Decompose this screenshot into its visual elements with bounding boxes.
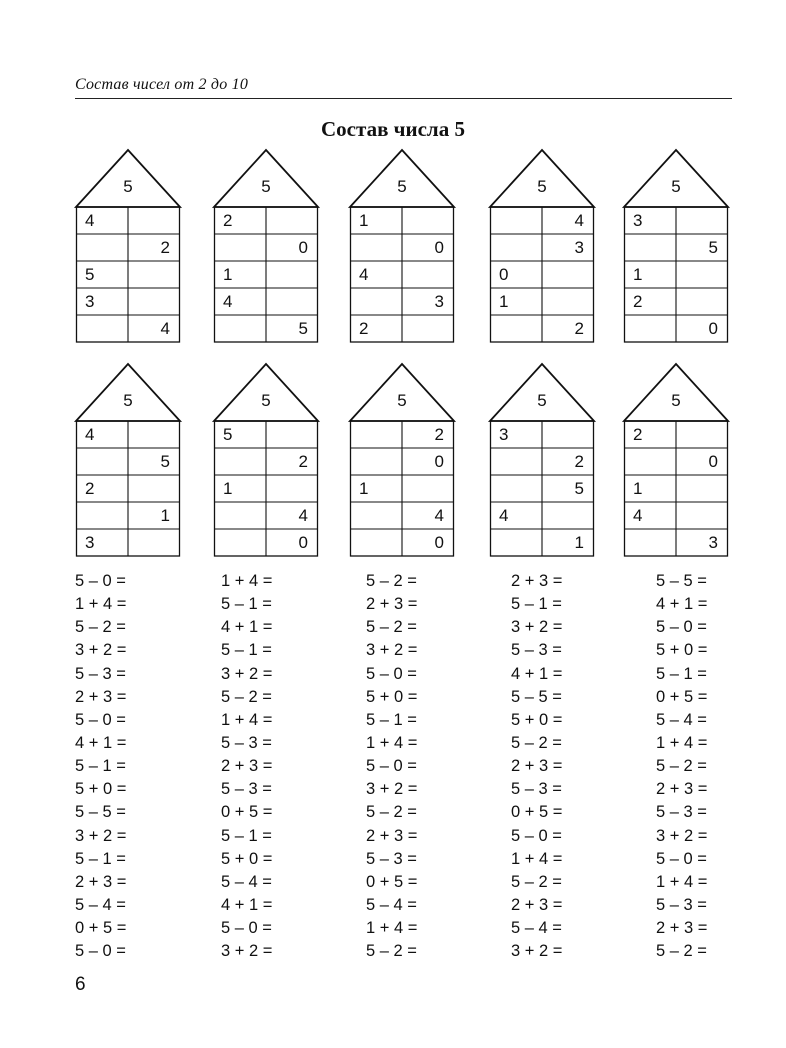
equation[interactable]: 5 + 0 = xyxy=(221,849,273,868)
equation[interactable]: 5 – 3 = xyxy=(366,849,417,868)
equation[interactable]: 1 + 4 = xyxy=(221,572,273,590)
equation[interactable]: 5 – 0 = xyxy=(75,710,126,729)
equation[interactable]: 5 – 3 = xyxy=(221,733,272,752)
equation[interactable]: 5 – 0 = xyxy=(75,572,126,590)
house-cell[interactable] xyxy=(214,448,266,475)
equation[interactable]: 5 – 5 = xyxy=(511,687,562,706)
house-3 xyxy=(350,150,454,354)
house-cell[interactable] xyxy=(490,234,542,261)
equation[interactable]: 3 + 2 = xyxy=(366,780,418,799)
equation[interactable]: 5 – 0 = xyxy=(75,942,126,961)
house-cell[interactable] xyxy=(542,421,594,448)
equation[interactable]: 5 – 3 = xyxy=(656,803,707,822)
equation[interactable]: 5 – 4 = xyxy=(511,919,562,938)
house-cell[interactable] xyxy=(490,448,542,475)
equation[interactable]: 3 + 2 = xyxy=(221,664,273,683)
house-cell[interactable]: 2 xyxy=(85,479,95,498)
house-cell[interactable] xyxy=(490,475,542,502)
house-cell[interactable]: 2 xyxy=(298,452,308,471)
house-cell[interactable] xyxy=(266,288,318,315)
house-cell[interactable]: 2 xyxy=(633,425,643,444)
equation[interactable]: 3 + 2 = xyxy=(366,641,418,660)
equation[interactable]: 5 – 0 = xyxy=(366,664,417,683)
equation[interactable]: 5 – 4 = xyxy=(75,895,126,914)
equation[interactable]: 1 + 4 = xyxy=(75,595,127,614)
house-cell[interactable]: 0 xyxy=(434,452,444,471)
equation[interactable]: 5 – 0 = xyxy=(511,826,562,845)
house-cell[interactable]: 3 xyxy=(85,292,95,311)
equation[interactable]: 5 – 2 = xyxy=(656,757,707,776)
equation[interactable]: 5 – 3 = xyxy=(221,780,272,799)
equation[interactable]: 2 + 3 = xyxy=(511,895,563,914)
equation[interactable]: 3 + 2 = xyxy=(221,942,273,961)
house-cell[interactable] xyxy=(128,207,180,234)
equation[interactable]: 3 + 2 = xyxy=(511,618,563,637)
house-cell[interactable] xyxy=(266,207,318,234)
house-cell[interactable] xyxy=(266,421,318,448)
house-cell[interactable]: 3 xyxy=(574,238,584,257)
house-roof-number: 5 xyxy=(537,177,547,196)
house-roof-number: 5 xyxy=(123,391,133,410)
equation[interactable]: 5 – 4 = xyxy=(656,710,707,729)
house-cell[interactable]: 4 xyxy=(574,211,584,230)
equation[interactable]: 5 – 1 = xyxy=(511,595,562,614)
equation[interactable]: 2 + 3 = xyxy=(656,780,708,799)
equation[interactable]: 5 – 0 = xyxy=(221,919,272,938)
equation[interactable]: 2 + 3 = xyxy=(511,572,563,590)
equation[interactable]: 5 – 1 = xyxy=(221,641,272,660)
house-cell[interactable]: 3 xyxy=(85,533,95,552)
equation[interactable]: 5 – 5 = xyxy=(75,803,126,822)
house-cell[interactable] xyxy=(624,234,676,261)
house-cell[interactable] xyxy=(214,529,266,556)
equation[interactable]: 2 + 3 = xyxy=(366,826,418,845)
equation[interactable]: 4 + 1 = xyxy=(511,664,563,683)
equation[interactable]: 5 – 2 = xyxy=(366,803,417,822)
page-number: 6 xyxy=(75,974,86,995)
house-5 xyxy=(624,150,728,354)
house-cell[interactable] xyxy=(350,502,402,529)
house-cell[interactable] xyxy=(214,234,266,261)
house-cell[interactable]: 1 xyxy=(160,506,170,525)
equation[interactable]: 0 + 5 = xyxy=(366,872,418,891)
house-cell[interactable] xyxy=(624,529,676,556)
house-cell[interactable]: 2 xyxy=(434,425,444,444)
equation[interactable]: 3 + 2 = xyxy=(656,826,708,845)
house-cell[interactable]: 2 xyxy=(223,211,233,230)
equation[interactable]: 2 + 3 = xyxy=(511,757,563,776)
house-cell[interactable]: 2 xyxy=(160,238,170,257)
house-cell[interactable]: 4 xyxy=(298,506,308,525)
equation[interactable]: 5 – 4 = xyxy=(366,895,417,914)
equation[interactable]: 2 + 3 = xyxy=(75,687,127,706)
house-cell[interactable]: 4 xyxy=(223,292,233,311)
house-cell[interactable] xyxy=(76,448,128,475)
house-cell[interactable]: 4 xyxy=(359,265,369,284)
house-cell[interactable] xyxy=(350,421,402,448)
equation[interactable]: 5 – 1 = xyxy=(221,826,272,845)
house-cell[interactable]: 3 xyxy=(708,533,718,552)
equation[interactable]: 5 – 5 = xyxy=(656,572,707,590)
equation[interactable]: 3 + 2 = xyxy=(75,641,127,660)
equation-column-3 xyxy=(366,570,417,963)
house-cell[interactable] xyxy=(128,475,180,502)
house-cell[interactable]: 0 xyxy=(298,533,308,552)
house-cell[interactable]: 4 xyxy=(434,506,444,525)
equation[interactable]: 1 + 4 = xyxy=(511,849,563,868)
equation[interactable]: 2 + 3 = xyxy=(366,595,418,614)
house-roof-number: 5 xyxy=(261,177,271,196)
house-cell[interactable]: 2 xyxy=(574,452,584,471)
equation[interactable]: 5 – 2 = xyxy=(221,687,272,706)
house-roof-number: 5 xyxy=(397,391,407,410)
house-cell[interactable] xyxy=(128,261,180,288)
house-7 xyxy=(214,364,318,568)
house-roof-number: 5 xyxy=(671,177,681,196)
equation-column-1 xyxy=(75,570,126,963)
house-cell[interactable] xyxy=(402,207,454,234)
house-cell[interactable] xyxy=(676,261,728,288)
house-cell[interactable]: 5 xyxy=(223,425,233,444)
house-cell[interactable]: 5 xyxy=(708,238,718,257)
equation-column-5 xyxy=(656,570,707,963)
equation[interactable]: 0 + 5 = xyxy=(511,803,563,822)
equation[interactable]: 5 – 3 = xyxy=(75,664,126,683)
house-cell[interactable] xyxy=(266,475,318,502)
equation[interactable]: 2 + 3 = xyxy=(656,919,708,938)
house-2 xyxy=(214,150,318,354)
house-roof-number: 5 xyxy=(397,177,407,196)
house-cell[interactable]: 0 xyxy=(434,533,444,552)
equation[interactable]: 5 – 2 = xyxy=(366,572,417,590)
equation[interactable]: 5 – 2 = xyxy=(366,942,417,961)
house-cell[interactable]: 5 xyxy=(85,265,95,284)
equation[interactable]: 5 – 3 = xyxy=(656,895,707,914)
equation[interactable]: 1 + 4 = xyxy=(221,710,273,729)
equation[interactable]: 5 + 0 = xyxy=(366,687,418,706)
house-8 xyxy=(350,364,454,568)
equation[interactable]: 4 + 1 = xyxy=(75,733,127,752)
house-roof-number: 5 xyxy=(537,391,547,410)
equation[interactable]: 5 – 2 = xyxy=(511,733,562,752)
equation[interactable]: 5 – 0 = xyxy=(366,757,417,776)
equation[interactable]: 3 + 2 = xyxy=(75,826,127,845)
house-roof-number: 5 xyxy=(261,391,271,410)
house-cell[interactable] xyxy=(76,315,128,342)
house-1 xyxy=(76,150,180,354)
house-cell[interactable] xyxy=(214,315,266,342)
house-cell[interactable] xyxy=(676,288,728,315)
equation[interactable]: 4 + 1 = xyxy=(656,595,708,614)
house-cell[interactable] xyxy=(402,315,454,342)
house-cell[interactable]: 1 xyxy=(633,479,643,498)
house-cell[interactable]: 3 xyxy=(633,211,643,230)
equation[interactable]: 5 – 3 = xyxy=(511,780,562,799)
equation[interactable]: 5 + 0 = xyxy=(75,780,127,799)
house-cell[interactable] xyxy=(76,234,128,261)
house-cell[interactable] xyxy=(128,288,180,315)
house-cell[interactable]: 4 xyxy=(85,211,95,230)
house-cell[interactable]: 0 xyxy=(499,265,509,284)
house-cell[interactable]: 4 xyxy=(499,506,509,525)
equation[interactable]: 5 – 1 = xyxy=(221,595,272,614)
house-cell[interactable]: 0 xyxy=(708,452,718,471)
house-cell[interactable]: 2 xyxy=(359,319,369,338)
equation[interactable]: 5 – 0 = xyxy=(656,849,707,868)
house-cell[interactable]: 0 xyxy=(708,319,718,338)
equation[interactable]: 3 + 2 = xyxy=(511,942,563,961)
equation-column-2 xyxy=(221,570,272,963)
house-cell[interactable] xyxy=(350,288,402,315)
house-cell[interactable]: 4 xyxy=(633,506,643,525)
house-cell[interactable]: 2 xyxy=(574,319,584,338)
equation[interactable]: 5 – 1 = xyxy=(75,757,126,776)
equation[interactable]: 1 + 4 = xyxy=(656,733,708,752)
equation[interactable]: 5 – 2 = xyxy=(656,942,707,961)
house-cell[interactable]: 5 xyxy=(298,319,308,338)
house-cell[interactable]: 4 xyxy=(160,319,170,338)
house-cell[interactable] xyxy=(350,234,402,261)
house-cell[interactable]: 0 xyxy=(434,238,444,257)
house-4 xyxy=(490,150,594,354)
house-cell[interactable]: 1 xyxy=(359,479,369,498)
house-cell[interactable]: 1 xyxy=(574,533,584,552)
house-6 xyxy=(76,364,180,568)
house-cell[interactable] xyxy=(624,448,676,475)
house-roof-number: 5 xyxy=(671,391,681,410)
house-cell[interactable] xyxy=(76,502,128,529)
equation[interactable]: 4 + 1 = xyxy=(221,618,273,637)
house-cell[interactable] xyxy=(128,421,180,448)
equation[interactable]: 4 + 1 = xyxy=(221,895,273,914)
house-cell[interactable] xyxy=(402,261,454,288)
equation[interactable]: 0 + 5 = xyxy=(75,919,127,938)
house-cell[interactable]: 3 xyxy=(434,292,444,311)
house-9 xyxy=(490,364,594,568)
house-cell[interactable] xyxy=(490,315,542,342)
house-cell[interactable] xyxy=(490,207,542,234)
equation[interactable]: 5 + 0 = xyxy=(511,710,563,729)
equation[interactable]: 5 – 2 = xyxy=(366,618,417,637)
house-cell[interactable]: 2 xyxy=(633,292,643,311)
house-cell[interactable] xyxy=(542,261,594,288)
equation[interactable]: 5 – 2 = xyxy=(75,618,126,637)
house-cell[interactable]: 1 xyxy=(359,211,369,230)
equation[interactable]: 5 – 4 = xyxy=(221,872,272,891)
house-cell[interactable] xyxy=(402,475,454,502)
equation[interactable]: 5 – 2 = xyxy=(511,872,562,891)
house-cell[interactable]: 0 xyxy=(298,238,308,257)
equation[interactable]: 1 + 4 = xyxy=(366,733,418,752)
equation[interactable]: 5 – 1 = xyxy=(366,710,417,729)
equation[interactable]: 5 – 3 = xyxy=(511,641,562,660)
house-cell[interactable] xyxy=(266,261,318,288)
house-cell[interactable]: 1 xyxy=(633,265,643,284)
equation[interactable]: 5 – 0 = xyxy=(656,618,707,637)
house-cell[interactable] xyxy=(676,475,728,502)
house-cell[interactable] xyxy=(624,315,676,342)
equation[interactable]: 1 + 4 = xyxy=(366,919,418,938)
house-cell[interactable] xyxy=(350,448,402,475)
house-cell[interactable]: 1 xyxy=(499,292,509,311)
equation[interactable]: 0 + 5 = xyxy=(656,687,708,706)
house-cell[interactable]: 5 xyxy=(160,452,170,471)
house-cell[interactable] xyxy=(490,529,542,556)
equation[interactable]: 5 + 0 = xyxy=(656,641,708,660)
house-cell[interactable] xyxy=(676,502,728,529)
house-cell[interactable] xyxy=(676,207,728,234)
equation[interactable]: 5 – 1 = xyxy=(656,664,707,683)
house-cell[interactable]: 5 xyxy=(574,479,584,498)
running-title: Состав чисел от 2 до 10 xyxy=(75,76,249,93)
house-cell[interactable] xyxy=(542,288,594,315)
house-cell[interactable] xyxy=(676,421,728,448)
equation[interactable]: 2 + 3 = xyxy=(75,872,127,891)
equation[interactable]: 5 – 1 = xyxy=(75,849,126,868)
house-cell[interactable] xyxy=(350,529,402,556)
house-cell[interactable]: 1 xyxy=(223,265,233,284)
house-10 xyxy=(624,364,728,568)
equation[interactable]: 2 + 3 = xyxy=(221,757,273,776)
page-title: Состав числа 5 xyxy=(321,117,465,141)
equation[interactable]: 1 + 4 = xyxy=(656,872,708,891)
equation-column-4 xyxy=(511,570,562,963)
house-roof-number: 5 xyxy=(123,177,133,196)
house-cell[interactable] xyxy=(542,502,594,529)
house-cell[interactable]: 3 xyxy=(499,425,509,444)
header-rule xyxy=(75,98,732,99)
equation[interactable]: 0 + 5 = xyxy=(221,803,273,822)
house-cell[interactable]: 1 xyxy=(223,479,233,498)
house-cell[interactable] xyxy=(214,502,266,529)
house-cell[interactable]: 4 xyxy=(85,425,95,444)
house-cell[interactable] xyxy=(128,529,180,556)
